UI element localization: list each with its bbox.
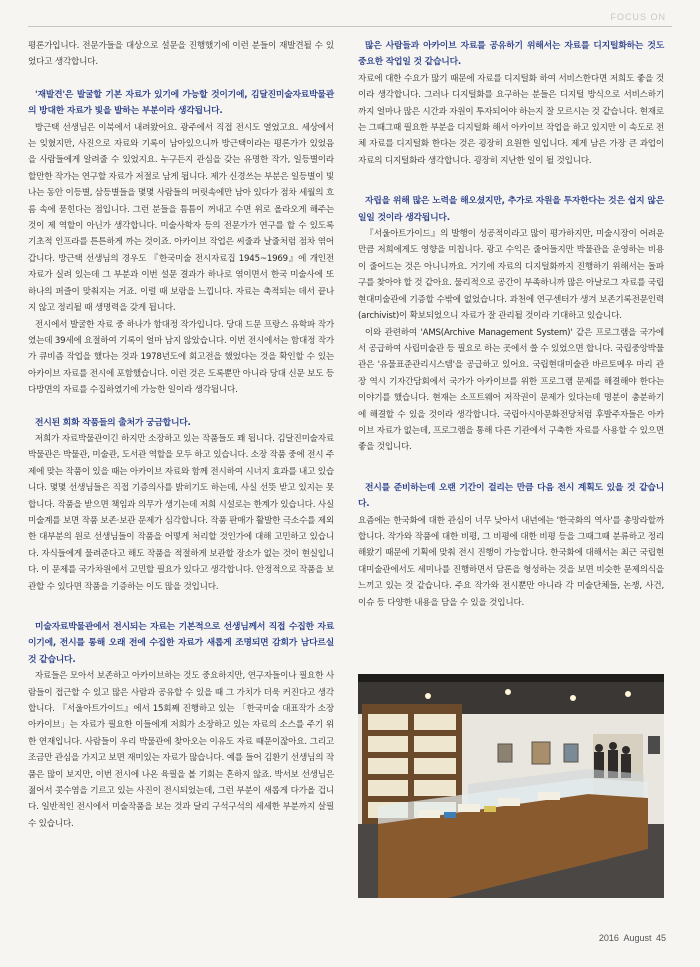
- section-tag: FOCUS ON: [610, 12, 666, 22]
- page-footer: [597, 933, 666, 943]
- spacer: [358, 456, 664, 480]
- interview-answer-paragraph: 저희가 자료박물관이긴 하지만 소장하고 있는 작품들도 꽤 됩니다. 김달진미술자료박물관은 박물관, 미술관, 도서관 역할을 모두 하고 있습니다. 소장 작품 중에 전시 주제에 맞는 작품이 있을 때는 아카이브 자료와 함께 전시하여 시너지 효과를 내고 있습니다. 몇몇 선생님들은 직접 기증의사를 밝히기도 하는데, 사실 선뜻 받고 있지는 못합니다. 작품을 받으면 책임과 의무가 생기는데 저희 시설로는 한계가 있습니다. 사실 미술계를 보면 작품 보존·보관 문제가 심각합니다. 작품 판매가 활발한 극소수를 제외한 대부분의 원로 선생님들이 작품을 어떻게 처리할 것인가에 대해 고민하고 있습니다. 자식들에게 물려준다고 해도 작품을 적절하게 보관할 장소가 없는 것이 현실입니다. 이 문제를 국가차원에서 고민할 필요가 있다고 생각합니다. 안정적으로 작품을 보관할 수 있다면 작품을 기증하는 이도 많을 것입니다.: [28, 433, 334, 592]
- top-rule: [28, 26, 672, 27]
- interview-answer-paragraph: 『서울아트가이드』의 발행이 성공적이라고 많이 평가하지만, 미술시장이 어려운 만큼 저희에게도 영향을 미칩니다. 광고 수익은 줄어들지만 박물관을 운영하는 비용이 줄어드는 것은 아니니까요. 거기에 자료의 디지털화까지 진행하기 위해서는 돌파구를 찾아야 할 것 같아요. 물리적으로 공간이 부족하니까 많은 아날로그 자료를 국립현대미술관에 기증할 수밖에 없었습니다. 과천에 연구센터가 생겨 보존기록전문인력(archivist)이 확보되었으니 자료가 잘 관리될 것이라 기대하고 있습니다.: [358, 229, 664, 322]
- page-number: 45: [655, 933, 666, 943]
- spacer: [358, 169, 664, 193]
- interview-question: 자립을 위해 많은 노력을 해오셨지만, 추가로 자원을 투자한다는 것은 쉽지 않은 일일 것이라 생각됩니다.: [358, 196, 664, 223]
- left-column: [28, 38, 334, 832]
- spacer: [28, 71, 334, 87]
- footer-year: 2016: [598, 933, 619, 943]
- exhibition-gallery-photo: [358, 674, 664, 898]
- interview-question: 미술자료박물관에서 전시되는 자료는 기본적으로 선생님께서 직접 수집한 자료이기에, 전시를 통해 오래 전에 수집한 자료가 새롭게 조명되면 감회가 남다르실 것 같습니다.: [28, 622, 334, 665]
- interview-question: 전시를 준비하는데 오랜 기간이 걸리는 만큼 다음 전시 계획도 있을 것 같습니다.: [358, 482, 664, 510]
- interview-question: 전시된 회화 작품들의 출처가 궁금합니다.: [35, 417, 191, 428]
- interview-answer-paragraph: 이와 관련하여 'AMS(Archive Management System)' 같은 프로그램을 국가에서 공급하여 사립미술관 등 필요로 하는 곳에서 쓸 수 있었으면 합니다. 국립중앙박물관은 '유물표준관리시스템'을 공급하고 있어요. 국립현대미술관 바르토메우 마리 관장 역시 기자간담회에서 국가가 아카이브를 위한 프로그램 문제를 해결해야 한다는 이야기를 했습니다. 현재는 소프트웨어 저작권이 문제가 있다는데 명분이 충분하기에 해결할 수 있을 것이라 생각합니다. 국립아시아문화전당처럼 후발주자들은 아카이브 자료가 없는데, 프로그램을 통해 다른 기관에서 구축한 자료를 사용할 수 있으면 좋을 것입니다.: [358, 327, 664, 453]
- interview-question: '재발견'은 발굴할 기본 자료가 있기에 가능할 것이기에, 김달진미술자료박물관의 방대한 자료가 빛을 발하는 부분이라 생각됩니다.: [28, 89, 334, 117]
- spacer: [28, 399, 334, 415]
- interview-answer-paragraph: 방근택 선생님은 이북에서 내려왔어요. 광주에서 직접 전시도 열었고요. 세상에서는 잊혔지만, 사진으로 자료와 기록이 남아있으니까 방근택이라는 평론가가 있었음을 사람들에게 알려줄 수 있었지요. 누구든지 관심을 갖는 유명한 작가, 일등별이라 할만한 작가는 연구할 자료가 저절로 남게 됩니다. 제가 신경쓰는 부분은 일등별이 빛나는 동안 이등별, 삼등별들을 몇몇 사람들의 머릿속에만 남아 있다가 점차 세월의 흐름 속에 묻힌다는 점입니다. 그런 분들을 틈틈이 꺼내고 수면 위로 올라오게 해주는 것이 제 역할이 아닌가 생각합니다. 미술사학자 등의 전문가가 연구를 할 수 있도록 기초적 인프라를 튼튼하게 까는 것이죠. 아카이브 작업은 씨줄과 날줄처럼 점차 엮어 갑니다. 방근택 선생님의 경우도 『한국미술 전시자료집 1945~1969』에 개인전 자료가 실려 있는데 그 부분과 이번 설문 결과가 하나로 엮이면서 한국 미술사에 또 하나의 퍼즐이 맞춰지는 거죠. 이럴 때 보람을 느낍니다. 자료는 축적되는 데서 끝나지 않고 정리될 때 생명력을 갖게 됩니다.: [28, 122, 334, 314]
- interview-answer-paragraph: 자료들은 모아서 보존하고 아카이브하는 것도 중요하지만, 연구자들이나 필요한 사람들이 접근할 수 있고 많은 사람과 공유할 수 있을 때 그 가치가 더욱 커진다고 생각합니다. 『서울아트가이드』에서 15회째 진행하고 있는 「한국미술 대표작가 소장 아카이브」는 자료가 필요한 이들에게 저희가 소장하고 있는 자료의 소스를 주기 위한 연재입니다. 사람들이 우리 박물관에 찾아오는 이유도 자료 때문이잖아요. 그리고 조금만 관심을 가지고 보면 재미있는 자료가 많습니다. 예를 들어 김환기 선생님의 작품은 많이 보지만, 이번 전시에 나온 육필을 볼 기회는 흔하지 않죠. 박서보 선생님은 젊어서 콧수염을 기르고 있는 사진이 전시되었는데, 그런 부분이 새롭게 다가올 겁니다. 일반적인 전시에서 미술작품을 보는 것과 달리 구석구석의 세세한 부분까지 살필 수 있습니다.: [28, 671, 334, 829]
- interview-answer-paragraph: 요즘에는 한국화에 대한 관심이 너무 낮아서 내년에는 '한국화의 역사'를 총망라할까 합니다. 작가와 작품에 대한 비평, 그 비평에 대한 비평 등을 그때그때 분류하고 정리해왔기 때문에 기획에 맞춰 전시 진행이 가능합니다. 한국화에 대해서는 최근 국립현대미술관에서도 세미나를 진행하면서 담론을 형성하는 것을 보면 비슷한 문제의식을 느끼고 있는 것 같습니다. 주요 작가와 전시뿐만 아니라 각 미술단체들, 논쟁, 사건, 이슈 등 다양한 내용을 담을 수 있을 것입니다.: [358, 515, 664, 608]
- right-column: [358, 38, 664, 611]
- interview-answer-paragraph: 전시에서 발굴한 자료 중 하나가 함대정 작가입니다. 당대 드문 프랑스 유학파 작가였는데 39세에 요절하여 기록이 얼마 남지 않았습니다. 이번 전시에서는 함대정 작가가 큐비즘 작업을 했다는 것과 1978년도에 회고전을 했었다는 것을 확인할 수 있는 아카이브 자료를 전시에 포함했습니다. 이런 것은 도록뿐만 아니라 당대 신문 보도 등 다방면의 자료를 수집하였기에 가능한 일이라 생각됩니다.: [28, 319, 334, 396]
- spacer: [28, 595, 334, 619]
- interview-answer-paragraph: 평론가입니다. 전문가들을 대상으로 설문을 진행했기에 이런 분들이 재발견될 수 있었다고 생각합니다.: [28, 41, 334, 68]
- footer-month: August: [623, 933, 652, 943]
- interview-question: 많은 사람들과 아카이브 자료를 공유하기 위해서는 자료를 디지털화하는 것도 중요한 작업일 것 같습니다.: [358, 41, 664, 68]
- interview-answer-paragraph: 자료에 대한 수요가 많기 때문에 자료를 디지털화 하여 서비스한다면 저희도 좋을 것이라 생각합니다. 그러나 디지털화를 요구하는 분들은 디지털 방식으로 서비스하기까지 얼마나 많은 시간과 자원이 투자되어야 하는지 잘 모르시는 것 같습니다. 현재로는 그때그때 필요한 부분을 디지털화 해서 아카이브 작업을 하고 있지만 이 속도로 전체 자료를 디지털화 한다는 것은 굉장히 요원한 일입니다. 제게 남은 가장 큰 과업이 자료의 디지털화라 생각합니다. 굉장히 지난한 일이 될 것입니다.: [358, 73, 664, 166]
